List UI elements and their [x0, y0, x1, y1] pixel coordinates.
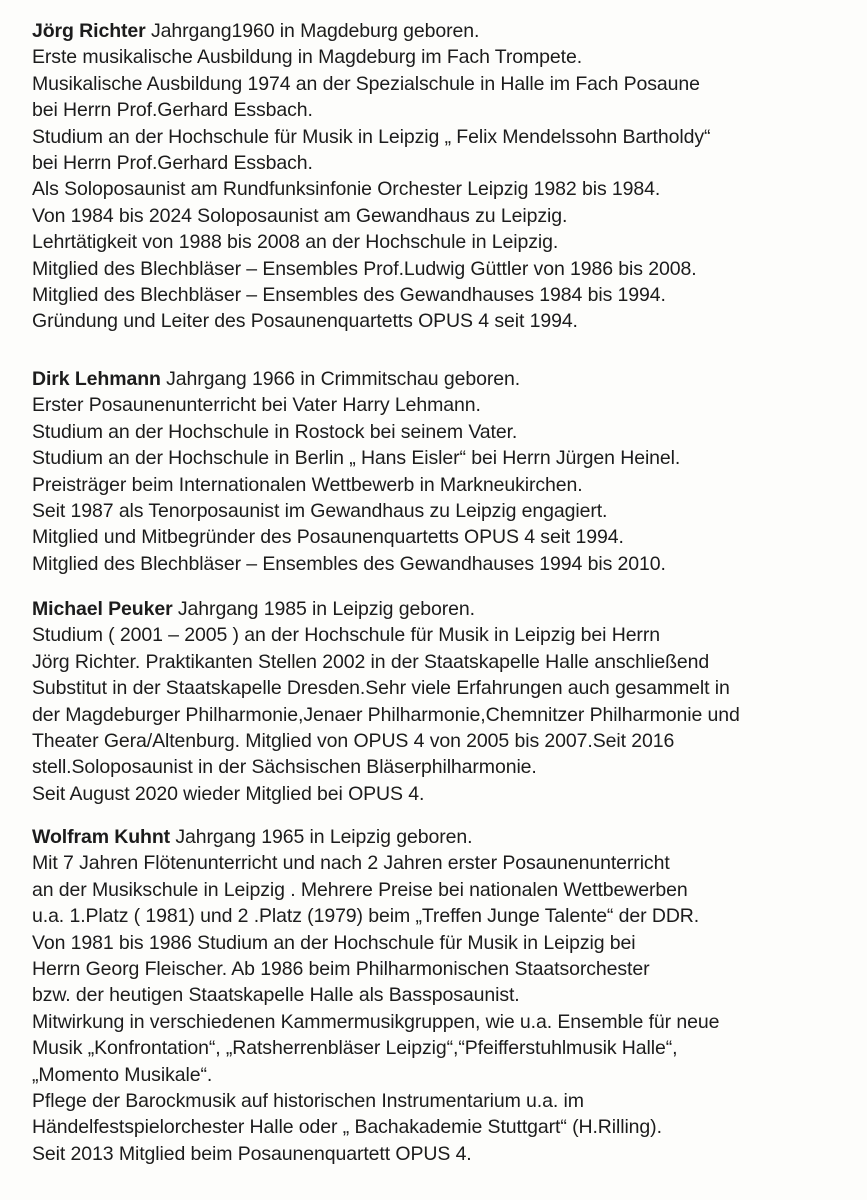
- bio-line: Studium ( 2001 – 2005 ) an der Hochschule für Musik in Leipzig bei Herrn: [32, 624, 660, 647]
- bio-line: Seit 2013 Mitglied beim Posaunenquartett OPUS 4.: [32, 1142, 472, 1165]
- bio-line: Theater Gera/Altenburg. Mitglied von OPUS 4 von 2005 bis 2007.Seit 2016: [32, 729, 675, 752]
- bio-line: Von 1984 bis 2024 Soloposaunist am Gewandhaus zu Leipzig.: [32, 204, 568, 227]
- bio-line: Gründung und Leiter des Posaunenquartetts OPUS 4 seit 1994.: [32, 310, 578, 333]
- bio-line: Jörg Richter. Praktikanten Stellen 2002 in der Staatskapelle Halle anschließend: [32, 650, 710, 673]
- bio-line: Als Soloposaunist am Rundfunksinfonie Orchester Leipzig 1982 bis 1984.: [32, 178, 661, 201]
- bio-line: Mitglied des Blechbläser – Ensembles des Gewandhauses 1994 bis 2010.: [32, 552, 666, 575]
- bio-line: Lehrtätigkeit von 1988 bis 2008 an der Hochschule in Leipzig.: [32, 231, 559, 254]
- bio-heading-line: [32, 824, 852, 850]
- bio-michael-peuker: [32, 596, 852, 807]
- bio-line: Mitwirkung in verschiedenen Kammermusikgruppen, wie u.a. Ensemble für neue: [32, 1010, 720, 1033]
- bio-line: Studium an der Hochschule in Berlin „ Hans Eisler“ bei Herrn Jürgen Heinel.: [32, 447, 681, 470]
- bio-line: Mitglied und Mitbegründer des Posaunenquartetts OPUS 4 seit 1994.: [32, 526, 624, 549]
- bio-dirk-lehmann: [32, 366, 852, 577]
- bio-line: Mitglied des Blechbläser – Ensembles Prof.Ludwig Güttler von 1986 bis 2008.: [32, 257, 697, 280]
- musician-name: Michael Peuker: [32, 598, 173, 620]
- bio-heading-line: [32, 366, 852, 392]
- bio-line: Substitut in der Staatskapelle Dresden.Sehr viele Erfahrungen auch gesammelt in: [32, 677, 730, 700]
- bio-line: an der Musikschule in Leipzig . Mehrere Preise bei nationalen Wettbewerben: [32, 878, 688, 901]
- bio-line: „Momento Musikale“.: [32, 1063, 213, 1086]
- musician-name: Wolfram Kuhnt: [32, 826, 171, 848]
- musician-name: Jörg Richter: [32, 20, 146, 42]
- birth-info: Jahrgang1960 in Magdeburg geboren.: [145, 20, 480, 42]
- bio-line: bzw. der heutigen Staatskapelle Halle als Bassposaunist.: [32, 984, 520, 1007]
- bio-line: bei Herrn Prof.Gerhard Essbach.: [32, 151, 313, 174]
- bio-line: Musik „Konfrontation“, „Ratsherrenbläser Leipzig“,“Pfeifferstuhlmusik Halle“,: [32, 1037, 678, 1060]
- bio-wolfram-kuhnt: [32, 824, 852, 1167]
- bio-line: der Magdeburger Philharmonie,Jenaer Philharmonie,Chemnitzer Philharmonie und: [32, 703, 740, 726]
- bio-line: Erste musikalische Ausbildung in Magdeburg im Fach Trompete.: [32, 46, 583, 69]
- bio-joerg-richter: [32, 18, 852, 335]
- bio-line: Mitglied des Blechbläser – Ensembles des Gewandhauses 1984 bis 1994.: [32, 283, 666, 306]
- bio-line: Herrn Georg Fleischer. Ab 1986 beim Philharmonischen Staatsorchester: [32, 957, 650, 980]
- bio-line: Musikalische Ausbildung 1974 an der Spezialschule in Halle im Fach Posaune: [32, 72, 700, 95]
- birth-info: Jahrgang 1965 in Leipzig geboren.: [170, 826, 473, 848]
- bio-line: Seit 1987 als Tenorposaunist im Gewandhaus zu Leipzig engagiert.: [32, 499, 608, 522]
- bio-line: Mit 7 Jahren Flötenunterricht und nach 2 Jahren erster Posaunenunterricht: [32, 852, 670, 875]
- bio-line: Von 1981 bis 1986 Studium an der Hochschule für Musik in Leipzig bei: [32, 931, 636, 954]
- bio-line: bei Herrn Prof.Gerhard Essbach.: [32, 99, 313, 122]
- bio-line: Händelfestspielorchester Halle oder „ Bachakademie Stuttgart“ (H.Rilling).: [32, 1116, 662, 1139]
- bio-line: Seit August 2020 wieder Mitglied bei OPUS 4.: [32, 782, 425, 805]
- bio-line: u.a. 1.Platz ( 1981) und 2 .Platz (1979) beim „Treffen Junge Talente“ der DDR.: [32, 905, 700, 928]
- bio-line: Pflege der Barockmusik auf historischen Instrumentarium u.a. im: [32, 1089, 584, 1112]
- bio-heading-line: [32, 18, 852, 44]
- birth-info: Jahrgang 1985 in Leipzig geboren.: [172, 598, 475, 620]
- birth-info: Jahrgang 1966 in Crimmitschau geboren.: [160, 368, 521, 390]
- bio-line: Erster Posaunenunterricht bei Vater Harry Lehmann.: [32, 394, 481, 417]
- bio-heading-line: [32, 596, 852, 622]
- bio-line: Studium an der Hochschule in Rostock bei seinem Vater.: [32, 420, 518, 443]
- musician-name: Dirk Lehmann: [32, 368, 161, 390]
- bio-line: Studium an der Hochschule für Musik in Leipzig „ Felix Mendelssohn Bartholdy“: [32, 125, 711, 148]
- bio-line: Preisträger beim Internationalen Wettbewerb in Markneukirchen.: [32, 473, 583, 496]
- bio-line: stell.Soloposaunist in der Sächsischen Bläserphilharmonie.: [32, 756, 537, 779]
